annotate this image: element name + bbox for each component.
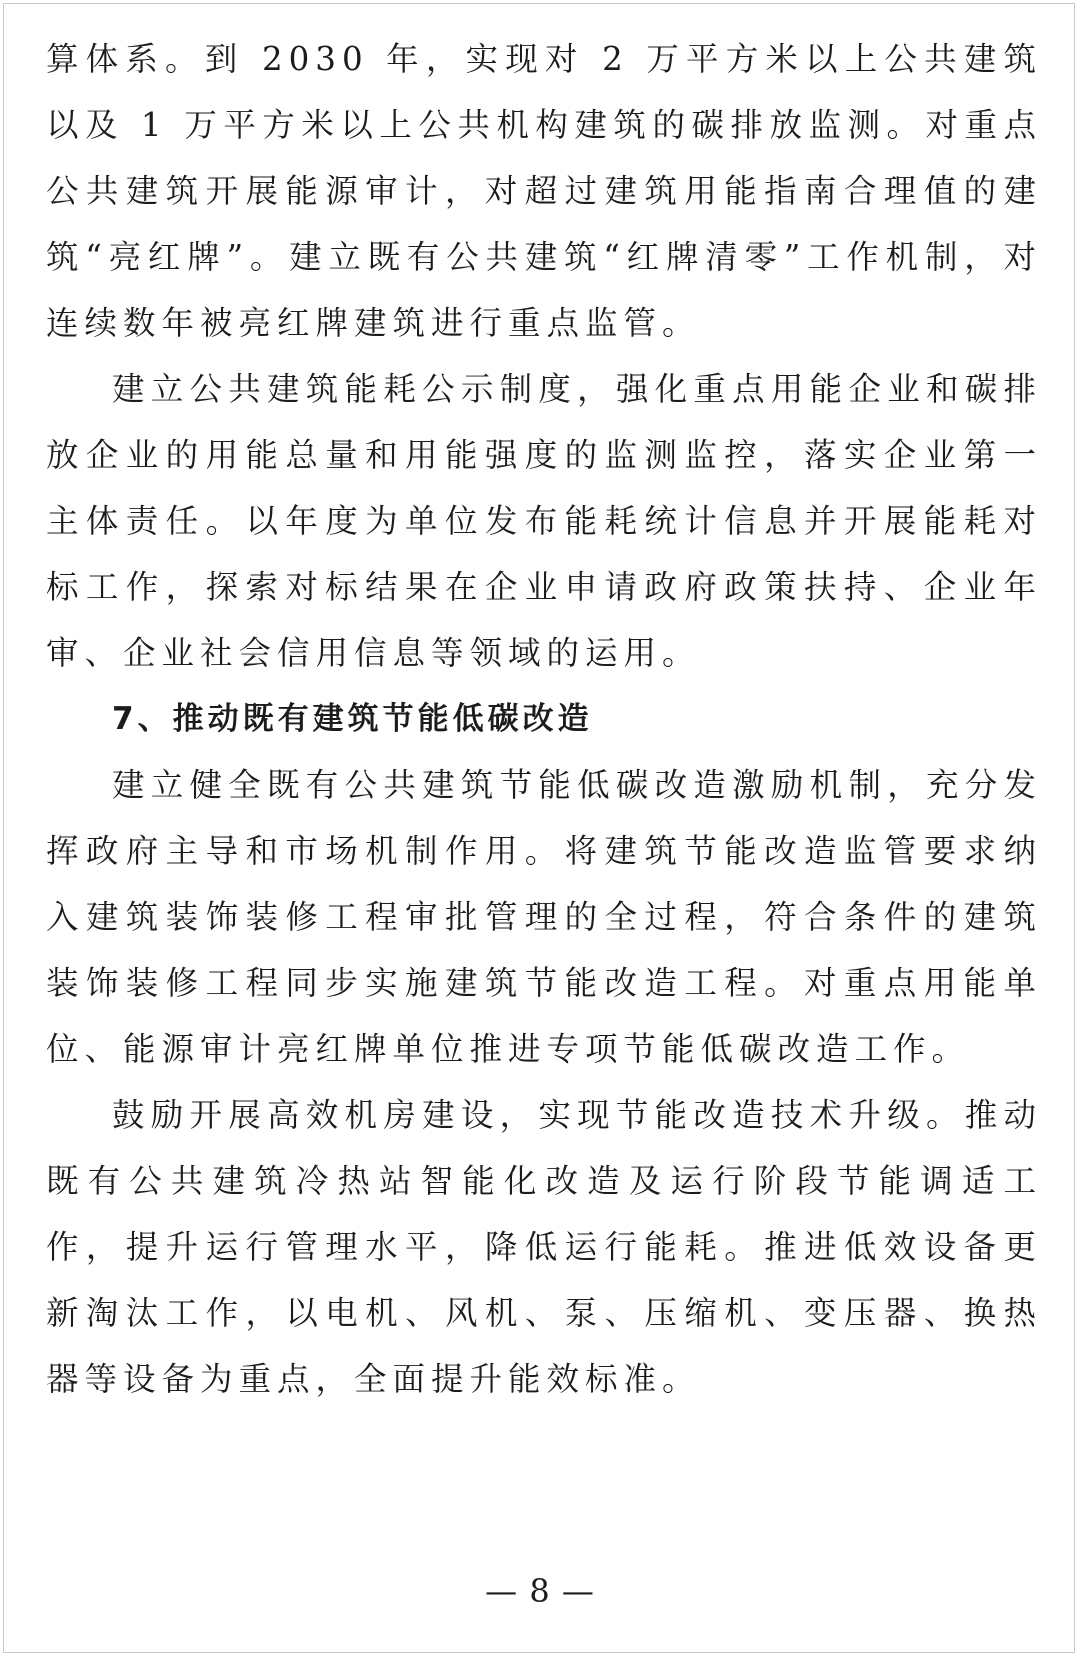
section-heading: 7、推动既有建筑节能低碳改造 <box>112 701 593 737</box>
paragraph-efficient-plant-rooms: 鼓励开展高效机房建设，实现节能改造技术升级。推动既有公共建筑冷热站智能化改造及运行阶段节能调适工作，提升运行管理水平，降低运行能耗。推进低效设备更新淘汰工作，以电机、风机、泵、压缩机、变压器、换热器等设备为重点，全面提升能效标准。 <box>46 1096 1042 1398</box>
paragraph-retrofit-incentives: 建立健全既有公共建筑节能低碳改造激励机制，充分发挥政府主导和市场机制作用。将建筑节能改造监管要求纳入建筑装饰装修工程审批管理的全过程，符合条件的建筑装饰装修工程同步实施建筑节能改造工程。对重点用能单位、能源审计亮红牌单位推进专项节能低碳改造工作。 <box>46 766 1042 1068</box>
page-number: — 8 — <box>485 1572 595 1610</box>
paragraph-energy-disclosure: 建立公共建筑能耗公示制度，强化重点用能企业和碳排放企业的用能总量和用能强度的监测监控，落实企业第一主体责任。以年度为单位发布能耗统计信息并开展能耗对标工作，探索对标结果在企业申请政府政策扶持、企业年审、企业社会信用信息等领域的运用。 <box>46 370 1042 672</box>
document-body <box>46 26 1042 1412</box>
paragraph-carbon-monitoring: 算体系。到 2030 年，实现对 2 万平方米以上公共建筑以及 1 万平方米以上公共机构建筑的碳排放监测。对重点公共建筑开展能源审计，对超过建筑用能指南合理值的建筑“亮红牌”。建立既有公共建筑“红牌清零”工作机制，对连续数年被亮红牌建筑进行重点监管。 <box>46 40 1042 342</box>
